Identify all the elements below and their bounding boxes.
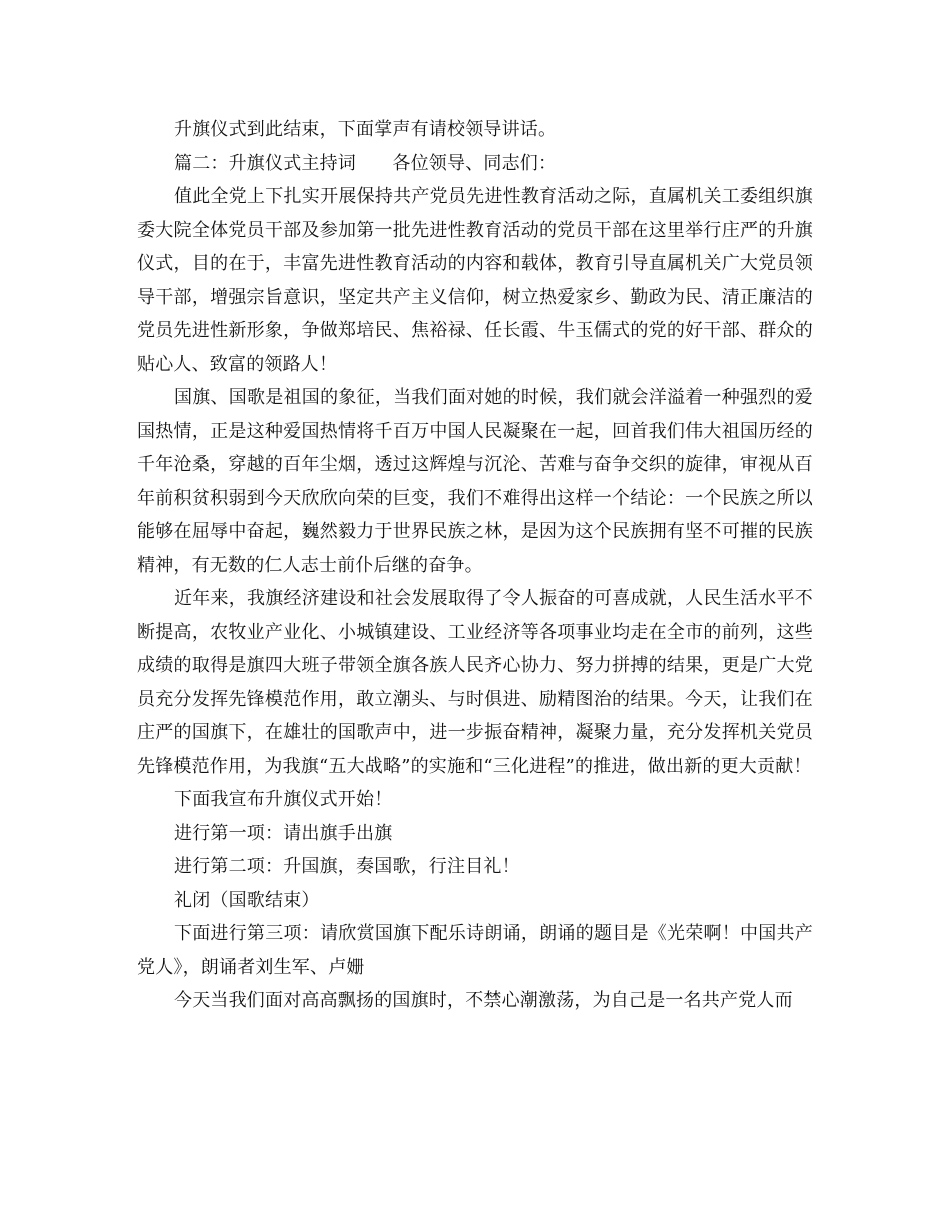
paragraph-anthem-end: 礼闭（国歌结束） xyxy=(174,889,320,911)
paragraph-closing: 升旗仪式到此结束，下面掌声有请校领导讲话。 xyxy=(174,119,557,140)
paragraph-announce-start: 下面我宣布升旗仪式开始！ xyxy=(174,789,393,810)
paragraph-poem-start: 今天当我们面对高高飘扬的国旗时，不禁心潮激荡，为自己是一名共产党人而 xyxy=(174,990,793,1011)
document-body xyxy=(137,113,813,1018)
paragraph-achievements: 近年来，我旗经济建设和社会发展取得了令人振奋的可喜成就，人民生活水平不断提高，农牧业产业化、小城镇建设、工业经济等各项事业均走在全市的前列，这些成绩的取得是旗四大班子带领全旗各族人民齐心协力、努力拼搏的结果，更是广大党员充分发挥先锋模范作用，敢立潮头、与时俱进、励精图治的结果。今天，让我们在庄严的国旗下，在雄壮的国歌声中，进一步振奋精神，凝聚力量，充分发挥机关党员先锋模范作用，为我旗“五大战略”的实施和“三化进程”的推进，做出新的更大贡献！ xyxy=(137,588,813,777)
paragraph-step-two: 进行第二项：升国旗，奏国歌，行注目礼！ xyxy=(174,856,520,877)
paragraph-flag-anthem: 国旗、国歌是祖国的象征，当我们面对她的时候，我们就会洋溢着一种强烈的爱国热情，正是这种爱国热情将千百万中国人民凝聚在一起，回首我们伟大祖国历经的千年沧桑，穿越的百年尘烟，透过这辉煌与沉沦、苦难与奋争交织的旋律，审视从百年前积贫积弱到今天欣欣向荣的巨变，我们不难得出这样一个结论：一个民族之所以能够在屈辱中奋起，巍然毅力于世界民族之林，是因为这个民族拥有坚不可摧的民族精神，有无数的仁人志士前仆后继的奋争。 xyxy=(137,387,813,576)
paragraph-step-one: 进行第一项：请出旗手出旗 xyxy=(174,822,393,844)
paragraph-section-title: 篇二：升旗仪式主持词 各位领导、同志们： xyxy=(174,152,557,174)
paragraph-intro: 值此全党上下扎实开展保持共产党员先进性教育活动之际，直属机关工委组织旗委大院全体党员干部及参加第一批先进性教育活动的党员干部在这里举行庄严的升旗仪式，目的在于，丰富先进性教育活动的内容和载体，教育引导直属机关广大党员领导干部，增强宗旨意识，坚定共产主义信仰，树立热爱家乡、勤政为民、清正廉洁的党员先进性新形象，争做郑培民、焦裕禄、任长霞、牛玉儒式的党的好干部、群众的贴心人、致富的领路人！ xyxy=(137,186,813,375)
paragraph-step-three: 下面进行第三项：请欣赏国旗下配乐诗朗诵，朗诵的题目是《光荣啊！中国共产党人》，朗诵者刘生军、卢姗 xyxy=(137,923,813,978)
